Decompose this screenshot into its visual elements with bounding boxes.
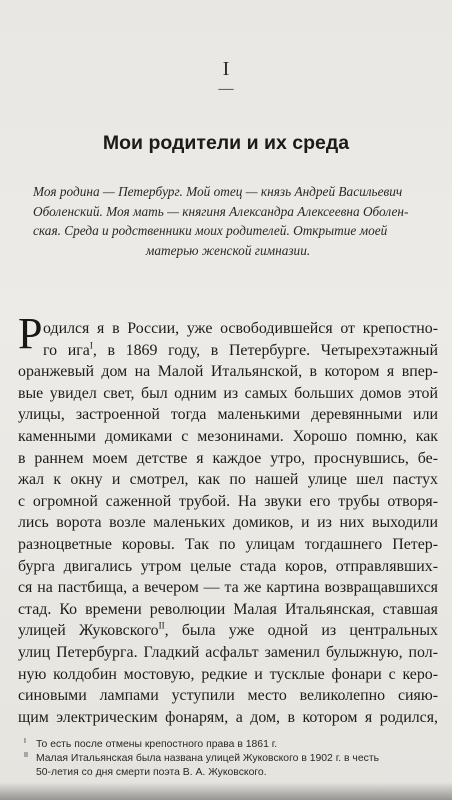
body-line: разноцветные коровы. Так по улицам тогдашнего Петер- xyxy=(18,535,438,553)
body-line: оранжевый дом на Малой Итальянской, в котором я впер- xyxy=(18,363,438,381)
footnotes xyxy=(24,738,434,780)
footnote-ref[interactable]: II xyxy=(158,621,165,632)
chapter-title: Мои родители и их среда xyxy=(102,132,350,154)
body-line: стад. Ко времени революции Малая Итальянская, ставшая xyxy=(18,600,438,618)
epigraph-line: Оболенский. Моя мать — княгиня Александра Алексеевна Оболен- xyxy=(33,203,409,219)
body-line: жал к окну и смотрел, как по нашей улице шел пастух xyxy=(18,471,438,489)
body-line: одился я в России, уже освободившейся от крепостно- xyxy=(43,320,438,337)
body-line: вые увидел свет, был одним из самых больших домов этой xyxy=(18,384,438,402)
epigraph-line: ская. Среда и родственники моих родителей. Открытие моей xyxy=(33,223,388,238)
body-line: в раннем моем детстве я каждое утро, проснувшись, бе- xyxy=(18,449,438,467)
footnote-mark: II xyxy=(24,752,28,759)
chapter-dash: — xyxy=(218,81,234,97)
body-line: улицы, застроенной тогда маленькими деревянными или xyxy=(18,406,438,424)
body-line: улиц Петербурга. Гладкий асфальт заменил булыжную, пол- xyxy=(18,643,438,661)
body-text xyxy=(18,309,438,728)
chapter-number: I xyxy=(222,58,230,80)
footnote-1: I То есть после отмены крепостного права в 1861 г. xyxy=(24,738,434,752)
footnote-2-continuation: 50-летия со дня смерти поэта В. А. Жуковского. xyxy=(36,767,267,778)
footnote-mark: I xyxy=(24,738,26,745)
body-line: с огромной саженной трубой. На звуки его трубы отворя- xyxy=(18,492,438,510)
body-line: го ига$^I$, в 1869 году, в Петербурге. Четырехэтажный xyxy=(43,340,438,359)
epigraph-line: матерью женской гимназии. xyxy=(145,242,311,258)
body-line: синовыми лампами уступили место великолепно сияю- xyxy=(18,687,438,705)
body-line: каменными домиками с мезонинами. Хорошо помню, как xyxy=(18,427,438,445)
body-line: лись ворота возле маленьких домиков, и из них выходили xyxy=(18,514,438,532)
chapter-epigraph xyxy=(33,182,423,260)
footnote-2: II Малая Итальянская была названа улицей Жуковского в 1902 г. в честь xyxy=(24,752,434,766)
body-line: улицей Жуковского$^{II}$, была уже одной из центральных xyxy=(18,621,438,640)
body-line: щим электрическим фонарям, а дом, в котором я родился, xyxy=(18,708,438,726)
body-line: бурга двигались утром целые стада коров, отправлявших- xyxy=(18,557,438,575)
page-edge-shadow xyxy=(0,782,452,800)
body-line: ся на пастбища, а вечером — та же картина возвращавшихся xyxy=(18,579,438,597)
epigraph-line: Моя родина — Петербург. Мой отец — князь Андрей Васильевич xyxy=(33,184,403,199)
body-line: ную колдобин мостовую, редкие и тусклые фонари с керо- xyxy=(18,665,438,683)
footnote-ref[interactable]: I xyxy=(89,340,93,351)
drop-cap: Р xyxy=(18,309,43,358)
